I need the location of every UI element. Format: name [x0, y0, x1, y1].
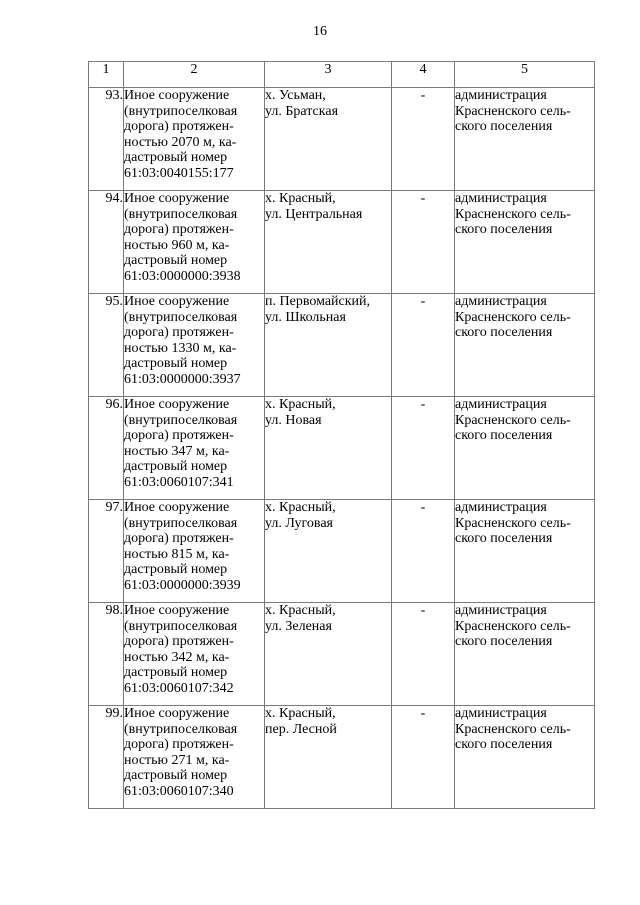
cell-line: дорога) протяжен- [124, 325, 234, 341]
column-4-value: - [392, 294, 455, 397]
cell-line: дастровый номер [124, 562, 228, 578]
cell-line: ул. Луговая [265, 515, 333, 531]
owner-name [455, 191, 595, 294]
cell-line: дорога) протяжен- [124, 531, 234, 547]
cell-line: ностью 271 м, ка- [124, 752, 230, 768]
cell-line: ского поселения [455, 325, 553, 341]
column-4-value: - [392, 88, 455, 191]
cell-line: дастровый номер [124, 665, 228, 681]
cell-line: ностью 2070 м, ка- [124, 134, 237, 150]
cell-line: Красненского сель- [455, 721, 571, 737]
object-name [124, 397, 265, 500]
row-number: 97. [89, 500, 124, 603]
cell-line: администрация [455, 191, 547, 206]
column-4-value: - [392, 500, 455, 603]
object-name [124, 294, 265, 397]
table-row [89, 500, 595, 603]
row-number: 94. [89, 191, 124, 294]
cell-line: ского поселения [455, 737, 553, 753]
cell-line: Иное сооружение [124, 500, 230, 515]
object-name [124, 603, 265, 706]
cell-line: ул. Новая [265, 412, 322, 428]
cell-line: дорога) протяжен- [124, 428, 234, 444]
cell-line: ностью 1330 м, ка- [124, 340, 237, 356]
cell-line: х. Усьман, [265, 88, 326, 103]
cell-line: администрация [455, 603, 547, 618]
cell-line: Иное сооружение [124, 88, 230, 103]
row-number: 96. [89, 397, 124, 500]
cell-line: (внутрипоселковая [124, 103, 238, 119]
owner-name [455, 88, 595, 191]
column-header: 4 [392, 62, 455, 88]
table-row [89, 88, 595, 191]
cell-line: ского поселения [455, 531, 553, 547]
cell-line: дастровый номер [124, 356, 228, 372]
cell-line: 61:03:0000000:3939 [124, 577, 241, 593]
cell-line: дорога) протяжен- [124, 737, 234, 753]
cell-line: х. Красный, [265, 397, 336, 412]
cell-line: 61:03:0000000:3938 [124, 268, 241, 284]
cell-line: Красненского сель- [455, 309, 571, 325]
cell-line: (внутрипоселковая [124, 206, 238, 222]
table-row [89, 294, 595, 397]
object-name [124, 706, 265, 809]
owner-name [455, 397, 595, 500]
cell-line: ностью 342 м, ка- [124, 649, 230, 665]
cell-line: администрация [455, 88, 547, 103]
cell-line: ностью 960 м, ка- [124, 237, 230, 253]
object-address [265, 603, 392, 706]
cell-line: ул. Зеленая [265, 618, 332, 634]
cell-line: Иное сооружение [124, 294, 230, 309]
cell-line: (внутрипоселковая [124, 515, 238, 531]
cell-line: х. Красный, [265, 191, 336, 206]
cell-line: администрация [455, 706, 547, 721]
object-name [124, 500, 265, 603]
cell-line: администрация [455, 500, 547, 515]
cell-line: пер. Лесной [265, 721, 337, 737]
cell-line: ул. Школьная [265, 309, 346, 325]
cell-line: х. Красный, [265, 500, 336, 515]
cell-line: (внутрипоселковая [124, 618, 238, 634]
column-header: 5 [455, 62, 595, 88]
column-4-value: - [392, 191, 455, 294]
cell-line: Красненского сель- [455, 515, 571, 531]
cell-line: ского поселения [455, 428, 553, 444]
row-number: 99. [89, 706, 124, 809]
page-number: 16 [313, 24, 327, 39]
cell-line: х. Красный, [265, 603, 336, 618]
cell-line: дастровый номер [124, 253, 228, 269]
table-row [89, 603, 595, 706]
object-name [124, 88, 265, 191]
object-address [265, 191, 392, 294]
table-row [89, 191, 595, 294]
cell-line: 61:03:0000000:3937 [124, 371, 241, 387]
object-address [265, 500, 392, 603]
column-4-value: - [392, 706, 455, 809]
cell-line: ского поселения [455, 634, 553, 650]
cell-line: Красненского сель- [455, 618, 571, 634]
cell-line: ностью 815 м, ка- [124, 546, 230, 562]
cell-line: ского поселения [455, 119, 553, 135]
cell-line: 61:03:0040155:177 [124, 165, 234, 181]
column-header: 2 [124, 62, 265, 88]
object-address [265, 706, 392, 809]
cell-line: ул. Центральная [265, 206, 363, 222]
row-number: 95. [89, 294, 124, 397]
cell-line: 61:03:0060107:342 [124, 680, 234, 696]
column-number-row [89, 62, 595, 88]
cell-line: ского поселения [455, 222, 553, 238]
cell-line: х. Красный, [265, 706, 336, 721]
cell-line: дорога) протяжен- [124, 634, 234, 650]
cell-line: Красненского сель- [455, 412, 571, 428]
cell-line: 61:03:0060107:340 [124, 783, 234, 799]
object-address [265, 294, 392, 397]
column-header: 1 [89, 62, 124, 88]
cell-line: Красненского сель- [455, 206, 571, 222]
cell-line: дастровый номер [124, 768, 228, 784]
table-row [89, 706, 595, 809]
cell-line: дастровый номер [124, 459, 228, 475]
cell-line: ностью 347 м, ка- [124, 443, 230, 459]
owner-name [455, 603, 595, 706]
cell-line: дорога) протяжен- [124, 119, 234, 135]
cell-line: 61:03:0060107:341 [124, 474, 234, 490]
cell-line: Иное сооружение [124, 603, 230, 618]
cell-line: (внутрипоселковая [124, 721, 238, 737]
owner-name [455, 294, 595, 397]
cell-line: Иное сооружение [124, 191, 230, 206]
object-address [265, 88, 392, 191]
cell-line: Иное сооружение [124, 706, 230, 721]
table-body [89, 88, 595, 809]
object-name [124, 191, 265, 294]
cell-line: ул. Братская [265, 103, 339, 119]
column-4-value: - [392, 603, 455, 706]
column-header: 3 [265, 62, 392, 88]
cell-line: (внутрипоселковая [124, 412, 238, 428]
property-registry-table [88, 61, 595, 809]
table-row [89, 397, 595, 500]
cell-line: Красненского сель- [455, 103, 571, 119]
row-number: 93. [89, 88, 124, 191]
cell-line: администрация [455, 397, 547, 412]
cell-line: п. Первомайский, [265, 294, 371, 309]
object-address [265, 397, 392, 500]
cell-line: (внутрипоселковая [124, 309, 238, 325]
owner-name [455, 500, 595, 603]
column-4-value: - [392, 397, 455, 500]
cell-line: администрация [455, 294, 547, 309]
row-number: 98. [89, 603, 124, 706]
cell-line: дорога) протяжен- [124, 222, 234, 238]
cell-line: дастровый номер [124, 150, 228, 166]
owner-name [455, 706, 595, 809]
cell-line: Иное сооружение [124, 397, 230, 412]
